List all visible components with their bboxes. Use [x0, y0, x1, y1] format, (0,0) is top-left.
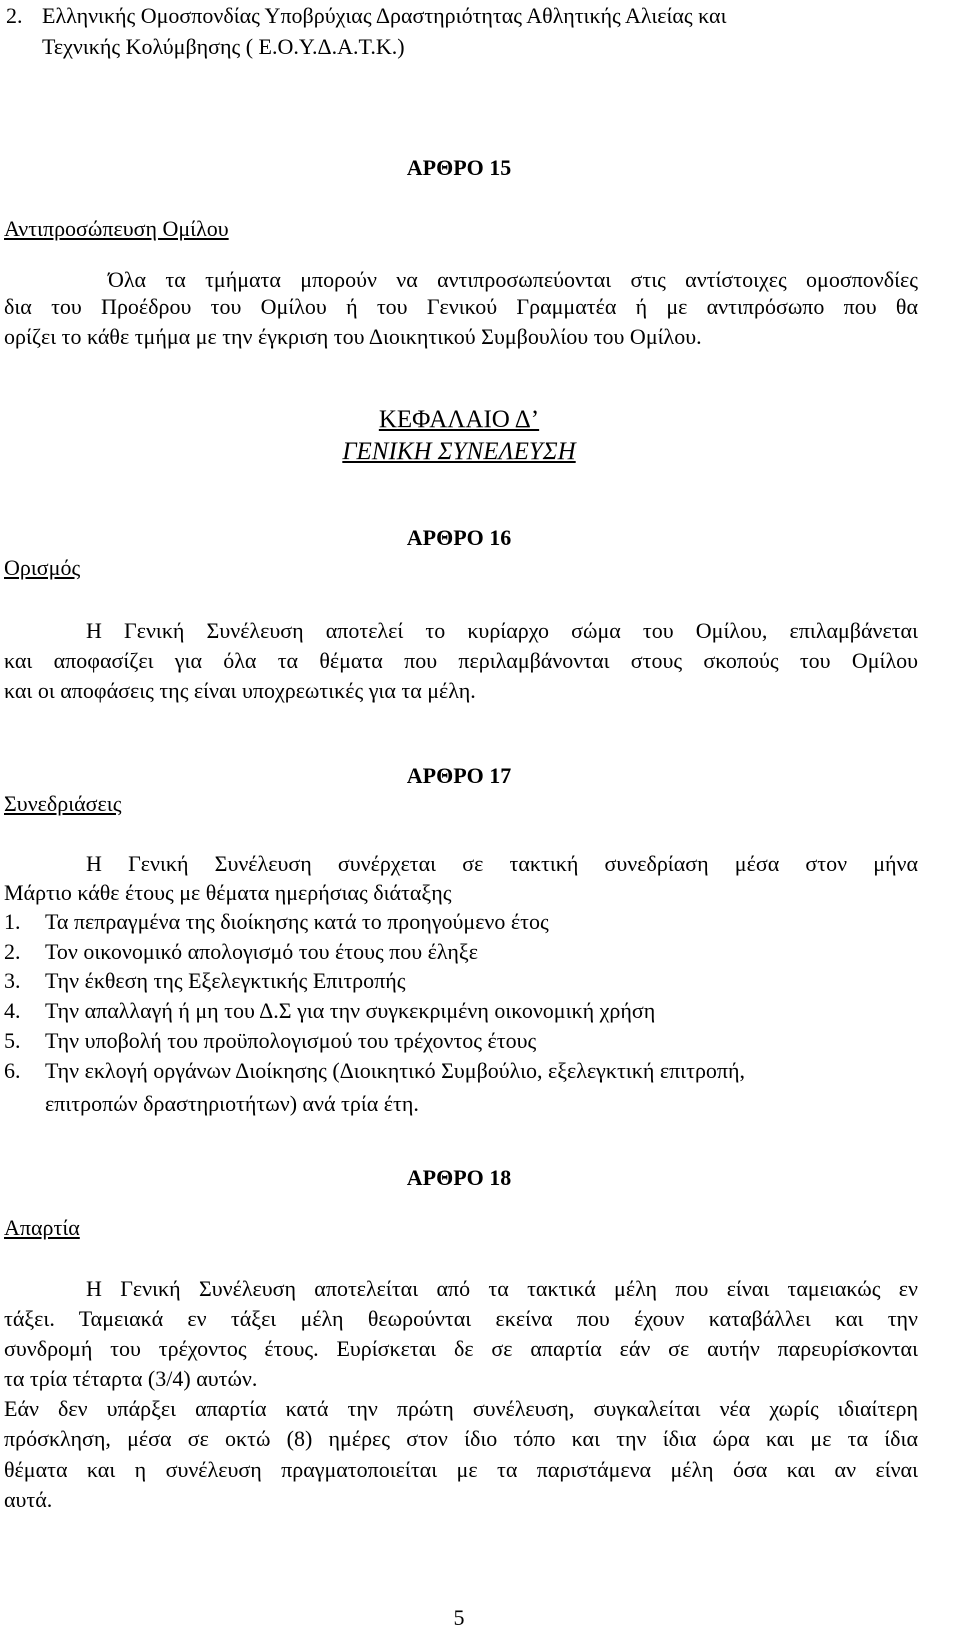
list-item: 5. Την υποβολή του προϋπολογισμού του τρέχοντος έτους — [4, 1028, 537, 1053]
article18-para-line2: τάξει. Ταμειακά εν τάξει μέλη θεωρούνται εκείνα που έχουν καταβάλλει και την — [4, 1306, 918, 1331]
article16-heading: ΑΡΘΡΟ 16 — [406, 525, 512, 550]
article18-para-line3: συνδρομή του τρέχοντος έτους. Ευρίσκεται δε σε απαρτία εάν σε αυτήν παρευρίσκονται — [4, 1336, 918, 1361]
article16-para-line2: και αποφασίζει για όλα τα θέματα που περιλαμβάνονται στους σκοπούς του Ομίλου — [4, 648, 918, 673]
article18-para-line6: πρόσκληση, μέσα σε οκτώ (8) ημέρες στον ίδιο τόπο και την ίδια ώρα και με τα ίδια — [4, 1426, 918, 1451]
top-item-line1 — [6, 0, 918, 31]
article18-heading: ΑΡΘΡΟ 18 — [406, 1165, 512, 1190]
article18-para-line8: αυτά. — [4, 1487, 53, 1512]
list-item: 3. Την έκθεση της Εξελεγκτικής Επιτροπής — [4, 968, 406, 993]
list-item: 4. Την απαλλαγή ή μη του Δ.Σ για την συγκεκριμένη οικονομική χρήση — [4, 998, 656, 1023]
article15-para-line1: Όλα τα τμήματα μπορούν να αντιπροσωπεύονται στις αντίστοιχες ομοσπονδίες — [108, 267, 918, 292]
article15-side-title: Αντιπροσώπευση Ομίλου — [4, 216, 229, 241]
article17-para-line2: Μάρτιο κάθε έτους με θέματα ημερήσιας διάταξης — [4, 880, 452, 905]
article18-side-title: Απαρτία — [4, 1215, 80, 1240]
article18-para-line5: Εάν δεν υπάρξει απαρτία κατά την πρώτη συνέλευση, συγκαλείται νέα χωρίς ιδιαίτερη — [4, 1396, 918, 1421]
list-item-continuation: επιτροπών δραστηριοτήτων) ανά τρία έτη. — [45, 1091, 419, 1116]
top-item-number: 2. — [6, 3, 23, 28]
article17-para-line1: Η Γενική Συνέλευση συνέρχεται σε τακτική συνεδρίαση μέσα στον μήνα — [86, 851, 918, 876]
article15-para-line3: ορίζει το κάθε τμήμα με την έγκριση του Διοικητικού Συμβουλίου του Ομίλου. — [4, 324, 702, 349]
article17-side-title: Συνεδριάσεις — [4, 791, 122, 816]
top-item-line2: Τεχνικής Κολύμβησης ( Ε.Ο.Υ.Δ.Α.Τ.Κ.) — [42, 34, 405, 59]
article16-para-line3: και οι αποφάσεις της είναι υποχρεωτικές για τα μέλη. — [4, 678, 476, 703]
article18-para-line1: Η Γενική Συνέλευση αποτελείται από τα τακτικά μέλη που είναι ταμειακώς εν — [86, 1276, 918, 1301]
top-item-text: Ελληνικής Ομοσπονδίας Υποβρύχιας Δραστηριότητας Αθλητικής Αλιείας και — [42, 3, 727, 28]
article16-para-line1: Η Γενική Συνέλευση αποτελεί το κυρίαρχο σώμα του Ομίλου, επιλαμβάνεται — [86, 618, 918, 643]
article17-heading: ΑΡΘΡΟ 17 — [406, 763, 512, 788]
list-item: 2. Τον οικονομικό απολογισμό του έτους που έληξε — [4, 939, 478, 964]
list-item: 1. Τα πεπραγμένα της διοίκησης κατά το προηγούμενο έτος — [4, 909, 549, 934]
article18-para-line4: τα τρία τέταρτα (3/4) αυτών. — [4, 1366, 258, 1391]
chapter-title: ΚΕΦΑΛΑΙΟ Δ’ — [378, 406, 540, 433]
page-number: 5 — [453, 1605, 465, 1630]
list-item: 6. Την εκλογή οργάνων Διοίκησης (Διοικητικό Συμβούλιο, εξελεγκτική επιτροπή, — [4, 1058, 746, 1083]
article15-heading: ΑΡΘΡΟ 15 — [406, 155, 512, 180]
article16-side-title: Ορισμός — [4, 555, 81, 580]
article15-para-line2: δια του Προέδρου του Ομίλου ή του Γενικού Γραμματέα ή με αντιπρόσωπο που θα — [4, 294, 918, 319]
chapter-subtitle: ΓΕΝΙΚΗ ΣΥΝΕΛΕΥΣΗ — [342, 438, 576, 465]
article18-para-line7: θέματα και η συνέλευση πραγματοποιείται με τα παριστάμενα μέλη όσα και αν είναι — [4, 1457, 918, 1482]
